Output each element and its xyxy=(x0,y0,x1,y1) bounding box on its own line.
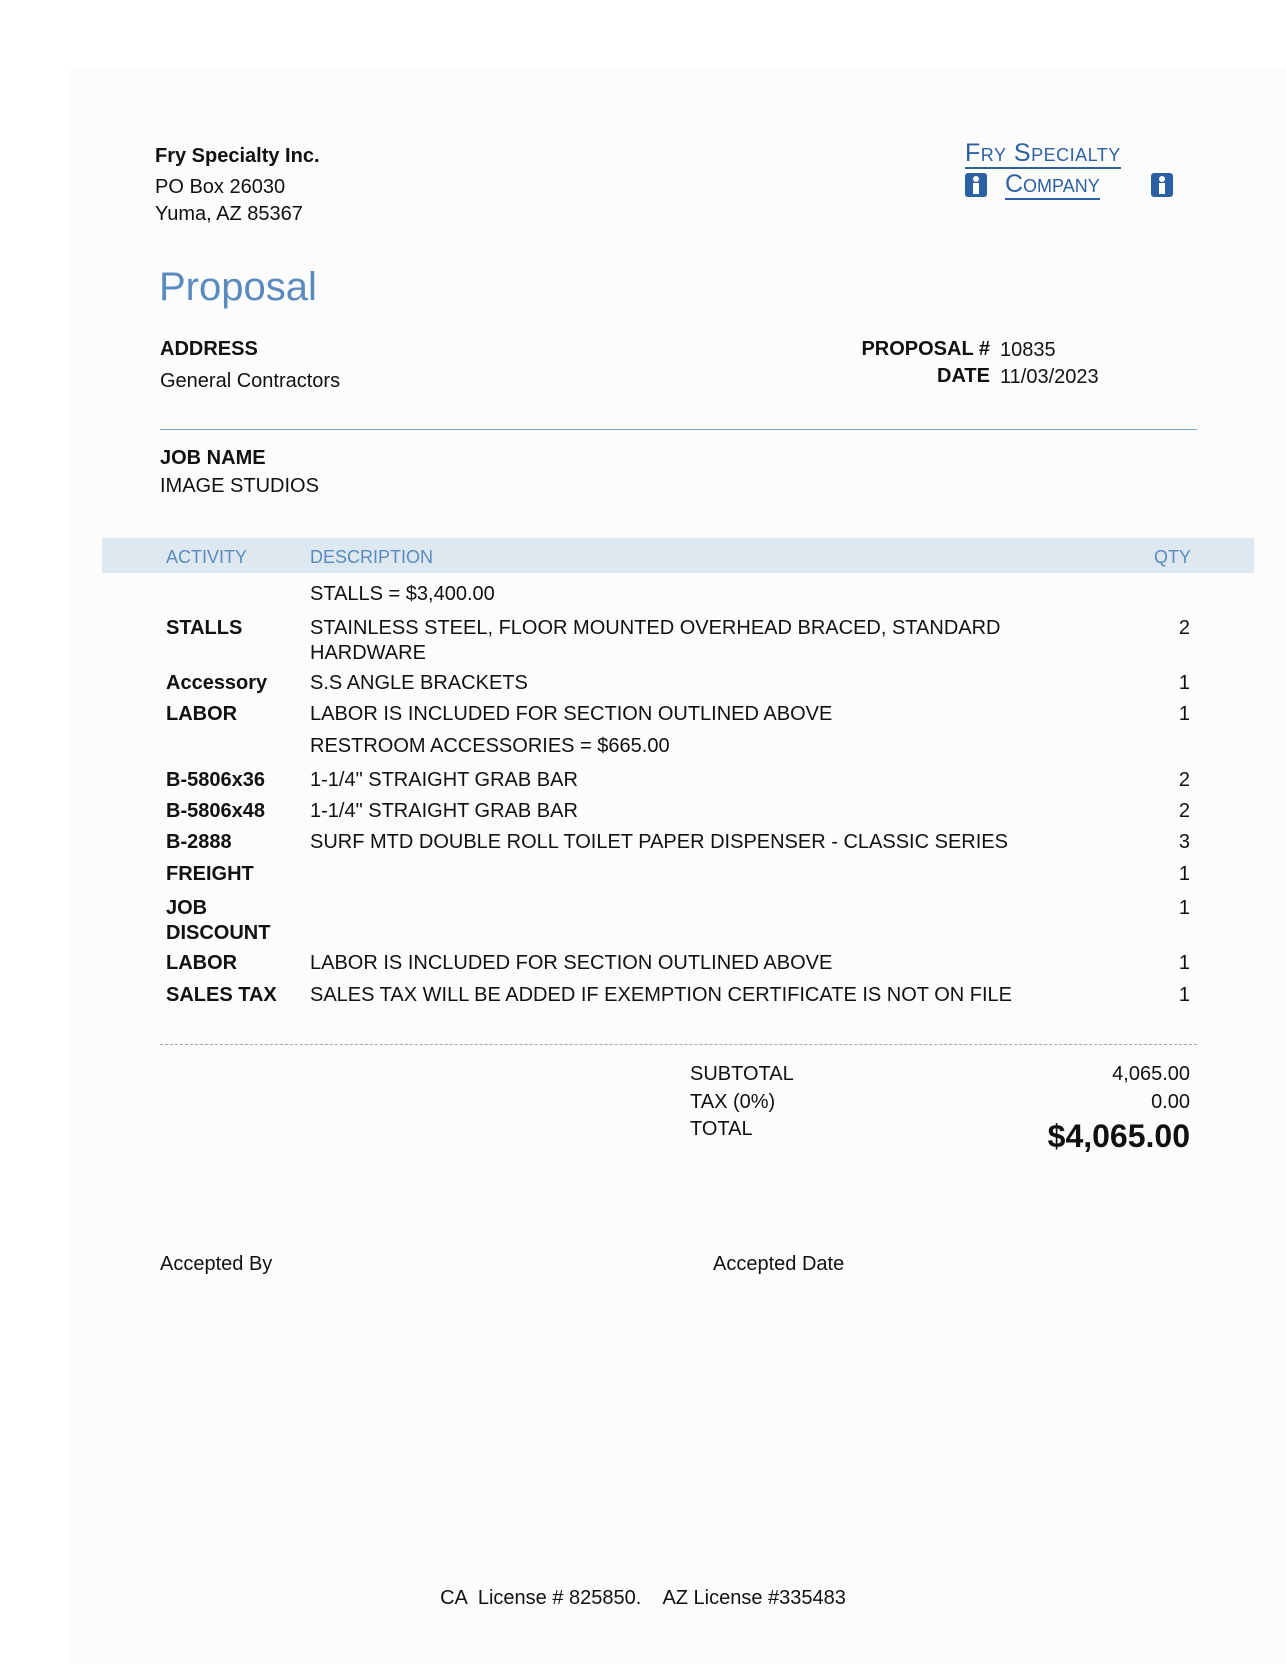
row-activity: Accessory xyxy=(166,672,268,694)
row-qty: 2 xyxy=(1178,800,1190,822)
row-activity: B-2888 xyxy=(166,831,232,853)
column-header-description: DESCRIPTION xyxy=(310,547,434,567)
company-address-line1: PO Box 26030 xyxy=(155,176,286,198)
job-name-value: IMAGE STUDIOS xyxy=(160,475,319,497)
company-name: Fry Specialty Inc. xyxy=(155,145,320,167)
tax-label: TAX (0%) xyxy=(690,1091,776,1113)
column-header-activity: ACTIVITY xyxy=(166,547,248,567)
row-qty: 1 xyxy=(1178,897,1190,919)
row-description: SALES TAX WILL BE ADDED IF EXEMPTION CERTIFICATE IS NOT ON FILE xyxy=(310,984,1013,1006)
date-value: 11/03/2023 xyxy=(1000,366,1099,388)
date-label: DATE xyxy=(937,365,990,387)
row-description: RESTROOM ACCESSORIES = $665.00 xyxy=(310,735,670,757)
proposal-number-value: 10835 xyxy=(1000,339,1056,361)
company-address-line2: Yuma, AZ 85367 xyxy=(155,203,303,225)
document-title: Proposal xyxy=(159,265,317,309)
column-header-qty: QTY xyxy=(1154,547,1192,567)
total-value: $4,065.00 xyxy=(1047,1118,1190,1154)
proposal-number-label: PROPOSAL # xyxy=(861,338,990,360)
job-name-label: JOB NAME xyxy=(160,447,266,469)
row-description: S.S ANGLE BRACKETS xyxy=(310,672,528,694)
row-activity: B-5806x48 xyxy=(166,800,265,822)
row-activity: STALLS xyxy=(166,617,243,639)
row-qty: 1 xyxy=(1178,672,1190,694)
row-description: STAINLESS STEEL, FLOOR MOUNTED OVERHEAD BRACED, STANDARD HARDWARE xyxy=(310,617,1001,664)
row-qty: 1 xyxy=(1178,984,1190,1006)
accepted-date-label: Accepted Date xyxy=(713,1253,845,1275)
restroom-sign-icon xyxy=(1151,173,1173,197)
row-activity: FREIGHT xyxy=(166,863,254,885)
row-qty: 3 xyxy=(1178,831,1190,853)
row-qty: 1 xyxy=(1178,703,1190,725)
row-qty: 2 xyxy=(1178,769,1190,791)
table-header xyxy=(102,538,1254,573)
totals-divider xyxy=(160,1044,1197,1045)
accepted-by-label: Accepted By xyxy=(160,1253,273,1275)
row-activity: B-5806x36 xyxy=(166,769,265,791)
logo-text-top: Fry Specialty xyxy=(965,139,1121,167)
tax-value: 0.00 xyxy=(1151,1091,1190,1113)
logo-text-bottom: Company xyxy=(1005,170,1100,198)
address-value: General Contractors xyxy=(160,370,341,392)
footer-licenses: CA License # 825850. AZ License #335483 xyxy=(440,1587,846,1609)
row-activity: JOB DISCOUNT xyxy=(166,897,271,944)
section-divider xyxy=(160,429,1197,430)
row-qty: 2 xyxy=(1178,617,1190,639)
row-description: 1-1/4" STRAIGHT GRAB BAR xyxy=(310,769,578,791)
row-qty: 1 xyxy=(1178,863,1190,885)
subtotal-value: 4,065.00 xyxy=(1112,1063,1190,1085)
total-label: TOTAL xyxy=(690,1118,753,1140)
row-activity: LABOR xyxy=(166,952,238,974)
row-description: SURF MTD DOUBLE ROLL TOILET PAPER DISPENSER - CLASSIC SERIES xyxy=(310,831,1008,853)
row-activity: LABOR xyxy=(166,703,238,725)
row-description: STALLS = $3,400.00 xyxy=(310,583,495,605)
row-activity: SALES TAX xyxy=(166,984,277,1006)
subtotal-label: SUBTOTAL xyxy=(690,1063,794,1085)
row-qty: 1 xyxy=(1178,952,1190,974)
restroom-sign-icon xyxy=(965,173,987,197)
row-description: 1-1/4" STRAIGHT GRAB BAR xyxy=(310,800,578,822)
address-label: ADDRESS xyxy=(160,338,258,360)
company-logo xyxy=(965,140,1185,200)
row-description: LABOR IS INCLUDED FOR SECTION OUTLINED ABOVE xyxy=(310,703,833,725)
row-description: LABOR IS INCLUDED FOR SECTION OUTLINED ABOVE xyxy=(310,952,833,974)
